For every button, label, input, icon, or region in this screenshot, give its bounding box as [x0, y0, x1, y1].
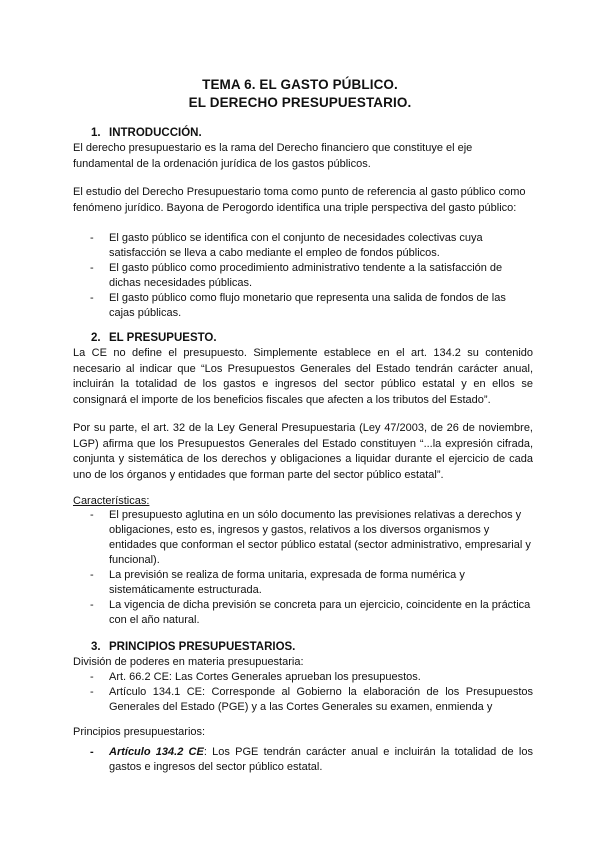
list-item [73, 598, 533, 628]
principios-label: Principios presupuestarios: [73, 726, 206, 738]
dash-bullet: - [90, 746, 94, 758]
division-list [73, 670, 533, 715]
list-item [73, 685, 533, 715]
list-item [73, 231, 533, 261]
dash-bullet: - [90, 262, 94, 274]
principios-list [73, 745, 533, 775]
list-item [73, 261, 533, 291]
section-1-paragraph-2: El estudio del Derecho Presupuestario toma como punto de referencia al gasto público como fenómeno jurídico. Bayona de Perogordo identifica una triple perspectiva del gasto público: [73, 186, 526, 214]
section-2-paragraph-2: Por su parte, el art. 32 de la Ley General Presupuestaria (Ley 47/2003, de 26 de noviembre, LGP) afirma que los Presupuestos Generales del Estado constituyen “...la expresión cifrada, conjunta y sistemática de los derechos y obligaciones a liquidar durante el ejercicio de cada uno de los órganos y entidades que forman parte del sector público estatal”. [73, 422, 533, 481]
list-item [73, 291, 533, 321]
section-2-heading [91, 332, 217, 344]
document-title-line-1: TEMA 6. EL GASTO PÚBLICO. [202, 77, 398, 92]
article-text: : Los PGE tendrán carácter anual e incluirán la totalidad de los gastos e ingresos del sector público estatal. [109, 746, 533, 773]
section-2-number: 2. [91, 332, 101, 344]
list-item-text: El gasto público como procedimiento administrativo tendente a la satisfacción de dichas necesidades públicas. [109, 262, 503, 289]
list-item-text: Art. 66.2 CE: Las Cortes Generales aprueban los presupuestos. [109, 671, 421, 683]
dash-bullet: - [90, 509, 94, 521]
list-item-text: La vigencia de dicha previsión se concreta para un ejercicio, coincidente en la práctica con el año natural. [109, 599, 531, 626]
list-item [73, 745, 533, 775]
list-item-text: Artículo 134.1 CE: Corresponde al Gobierno la elaboración de los Presupuestos Generales del Estado (PGE) y a las Cortes Generales su examen, enmienda y [109, 686, 533, 713]
section-3-heading [91, 641, 295, 653]
list-item-text: El gasto público se identifica con el conjunto de necesidades colectivas cuya satisfacción se lleva a cabo mediante el empleo de fondos públicos. [109, 232, 483, 259]
list-item-text: El gasto público como flujo monetario que representa una salida de fondos de las cajas públicas. [109, 292, 506, 319]
dash-bullet: - [90, 671, 94, 683]
dash-bullet: - [90, 292, 94, 304]
division-label: División de poderes en materia presupuestaria: [73, 656, 304, 668]
dash-bullet: - [90, 232, 94, 244]
dash-bullet: - [90, 686, 94, 698]
dash-bullet: - [90, 569, 94, 581]
section-2-paragraph-1: La CE no define el presupuesto. Simplemente establece en el art. 134.2 su contenido necesario al indicar que “Los Presupuestos Generales del Estado tendrán carácter anual, incluirán la totalidad de los gastos e ingresos del sector público estatal y en ellos se consignará el importe de los beneficios fiscales que afecten a los tributos del Estado”. [73, 347, 533, 406]
section-1-list [73, 231, 533, 321]
list-item [73, 670, 533, 685]
list-item [73, 508, 533, 568]
section-1-number: 1. [91, 127, 101, 139]
section-2-title: EL PRESUPUESTO. [109, 332, 217, 344]
dash-bullet: - [90, 599, 94, 611]
list-item [73, 568, 533, 598]
section-3-number: 3. [91, 641, 101, 653]
list-item-text [109, 745, 533, 775]
section-3-title: PRINCIPIOS PRESUPUESTARIOS. [109, 641, 296, 653]
list-item-text: La previsión se realiza de forma unitaria, expresada de forma numérica y sistemáticamente estructurada. [109, 569, 465, 596]
section-2-list [73, 508, 533, 628]
list-item-text: El presupuesto aglutina en un sólo documento las previsiones relativas a derechos y obligaciones, esto es, ingresos y gastos, relativos a los diversos organismos y entidades que conforman el sector público estatal (sector administrativo, empresarial y funcional). [109, 509, 531, 566]
document-title-line-2: EL DERECHO PRESUPUESTARIO. [188, 95, 412, 110]
caracteristicas-label: Características: [73, 495, 150, 507]
section-1-heading [91, 127, 202, 139]
article-reference: Artículo 134.2 CE [109, 746, 204, 758]
section-1-paragraph-1: El derecho presupuestario es la rama del Derecho financiero que constituye el eje fundamental de la ordenación jurídica de los gastos públicos. [73, 142, 473, 170]
section-1-title: INTRODUCCIÓN. [109, 127, 202, 139]
